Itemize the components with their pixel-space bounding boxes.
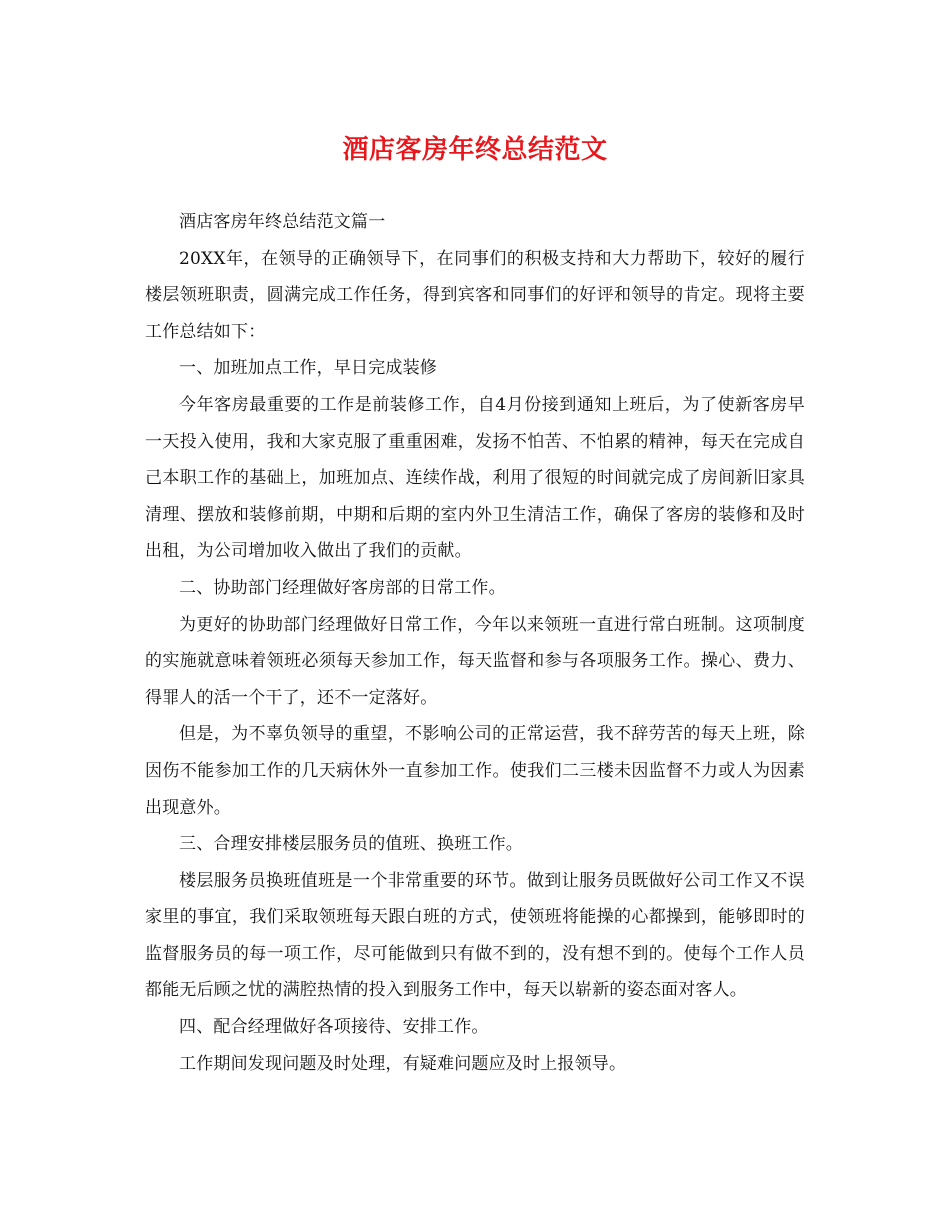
intro-paragraph: 20XX年，在领导的正确领导下，在同事们的积极支持和大力帮助下，较好的履行楼层领班职责，圆满完成工作任务，得到宾客和同事们的好评和领导的肯定。现将主要工作总结如下： [145,248,805,342]
section-heading-4: 四、配合经理做好各项接待、安排工作。 [179,1017,489,1038]
section-heading-3: 三、合理安排楼层服务员的值班、换班工作。 [179,834,523,855]
section-body-1: 今年客房最重要的工作是前装修工作，自4月份接到通知上班后，为了使新客房早一天投入使用，我和大家克服了重重困难，发扬不怕苦、不怕累的精神，每天在完成自己本职工作的基础上，加班加点、连续作战，利用了很短的时间就完成了房间新旧家具清理、摆放和装修前期，中期和后期的室内外卫生清洁工作，确保了客房的装修和及时出租，为公司增加收入做出了我们的贡献。 [145,394,805,562]
subtitle-paragraph: 酒店客房年终总结范文篇一 [179,212,386,232]
document-body [145,204,805,1082]
section-heading-1: 一、加班加点工作，早日完成装修 [179,358,437,379]
section-body-4: 工作期间发现问题及时处理，有疑难问题应及时上报领导。 [179,1053,627,1074]
section-body-2a: 为更好的协助部门经理做好日常工作，今年以来领班一直进行常白班制。这项制度的实施就意味着领班必须每天参加工作，每天监督和参与各项服务工作。操心、费力、得罪人的活一个干了，还不一定落好。 [145,614,805,708]
section-body-3: 楼层服务员换班值班是一个非常重要的环节。做到让服务员既做好公司工作又不误家里的事宜，我们采取领班每天跟白班的方式，使领班将能操的心都操到，能够即时的监督服务员的每一项工作，尽可能做到只有做不到的，没有想不到的。使每个工作人员都能无后顾之忧的满腔热情的投入到服务工作中，每天以崭新的姿态面对客人。 [145,870,805,1001]
document-page [145,128,805,1082]
document-title: 酒店客房年终总结范文 [342,135,608,165]
section-body-2b: 但是，为不辜负领导的重望，不影响公司的正常运营，我不辞劳苦的每天上班，除因伤不能参加工作的几天病休外一直参加工作。使我们二三楼未因监督不力或人为因素出现意外。 [145,724,805,818]
section-heading-2: 二、协助部门经理做好客房部的日常工作。 [179,577,506,598]
